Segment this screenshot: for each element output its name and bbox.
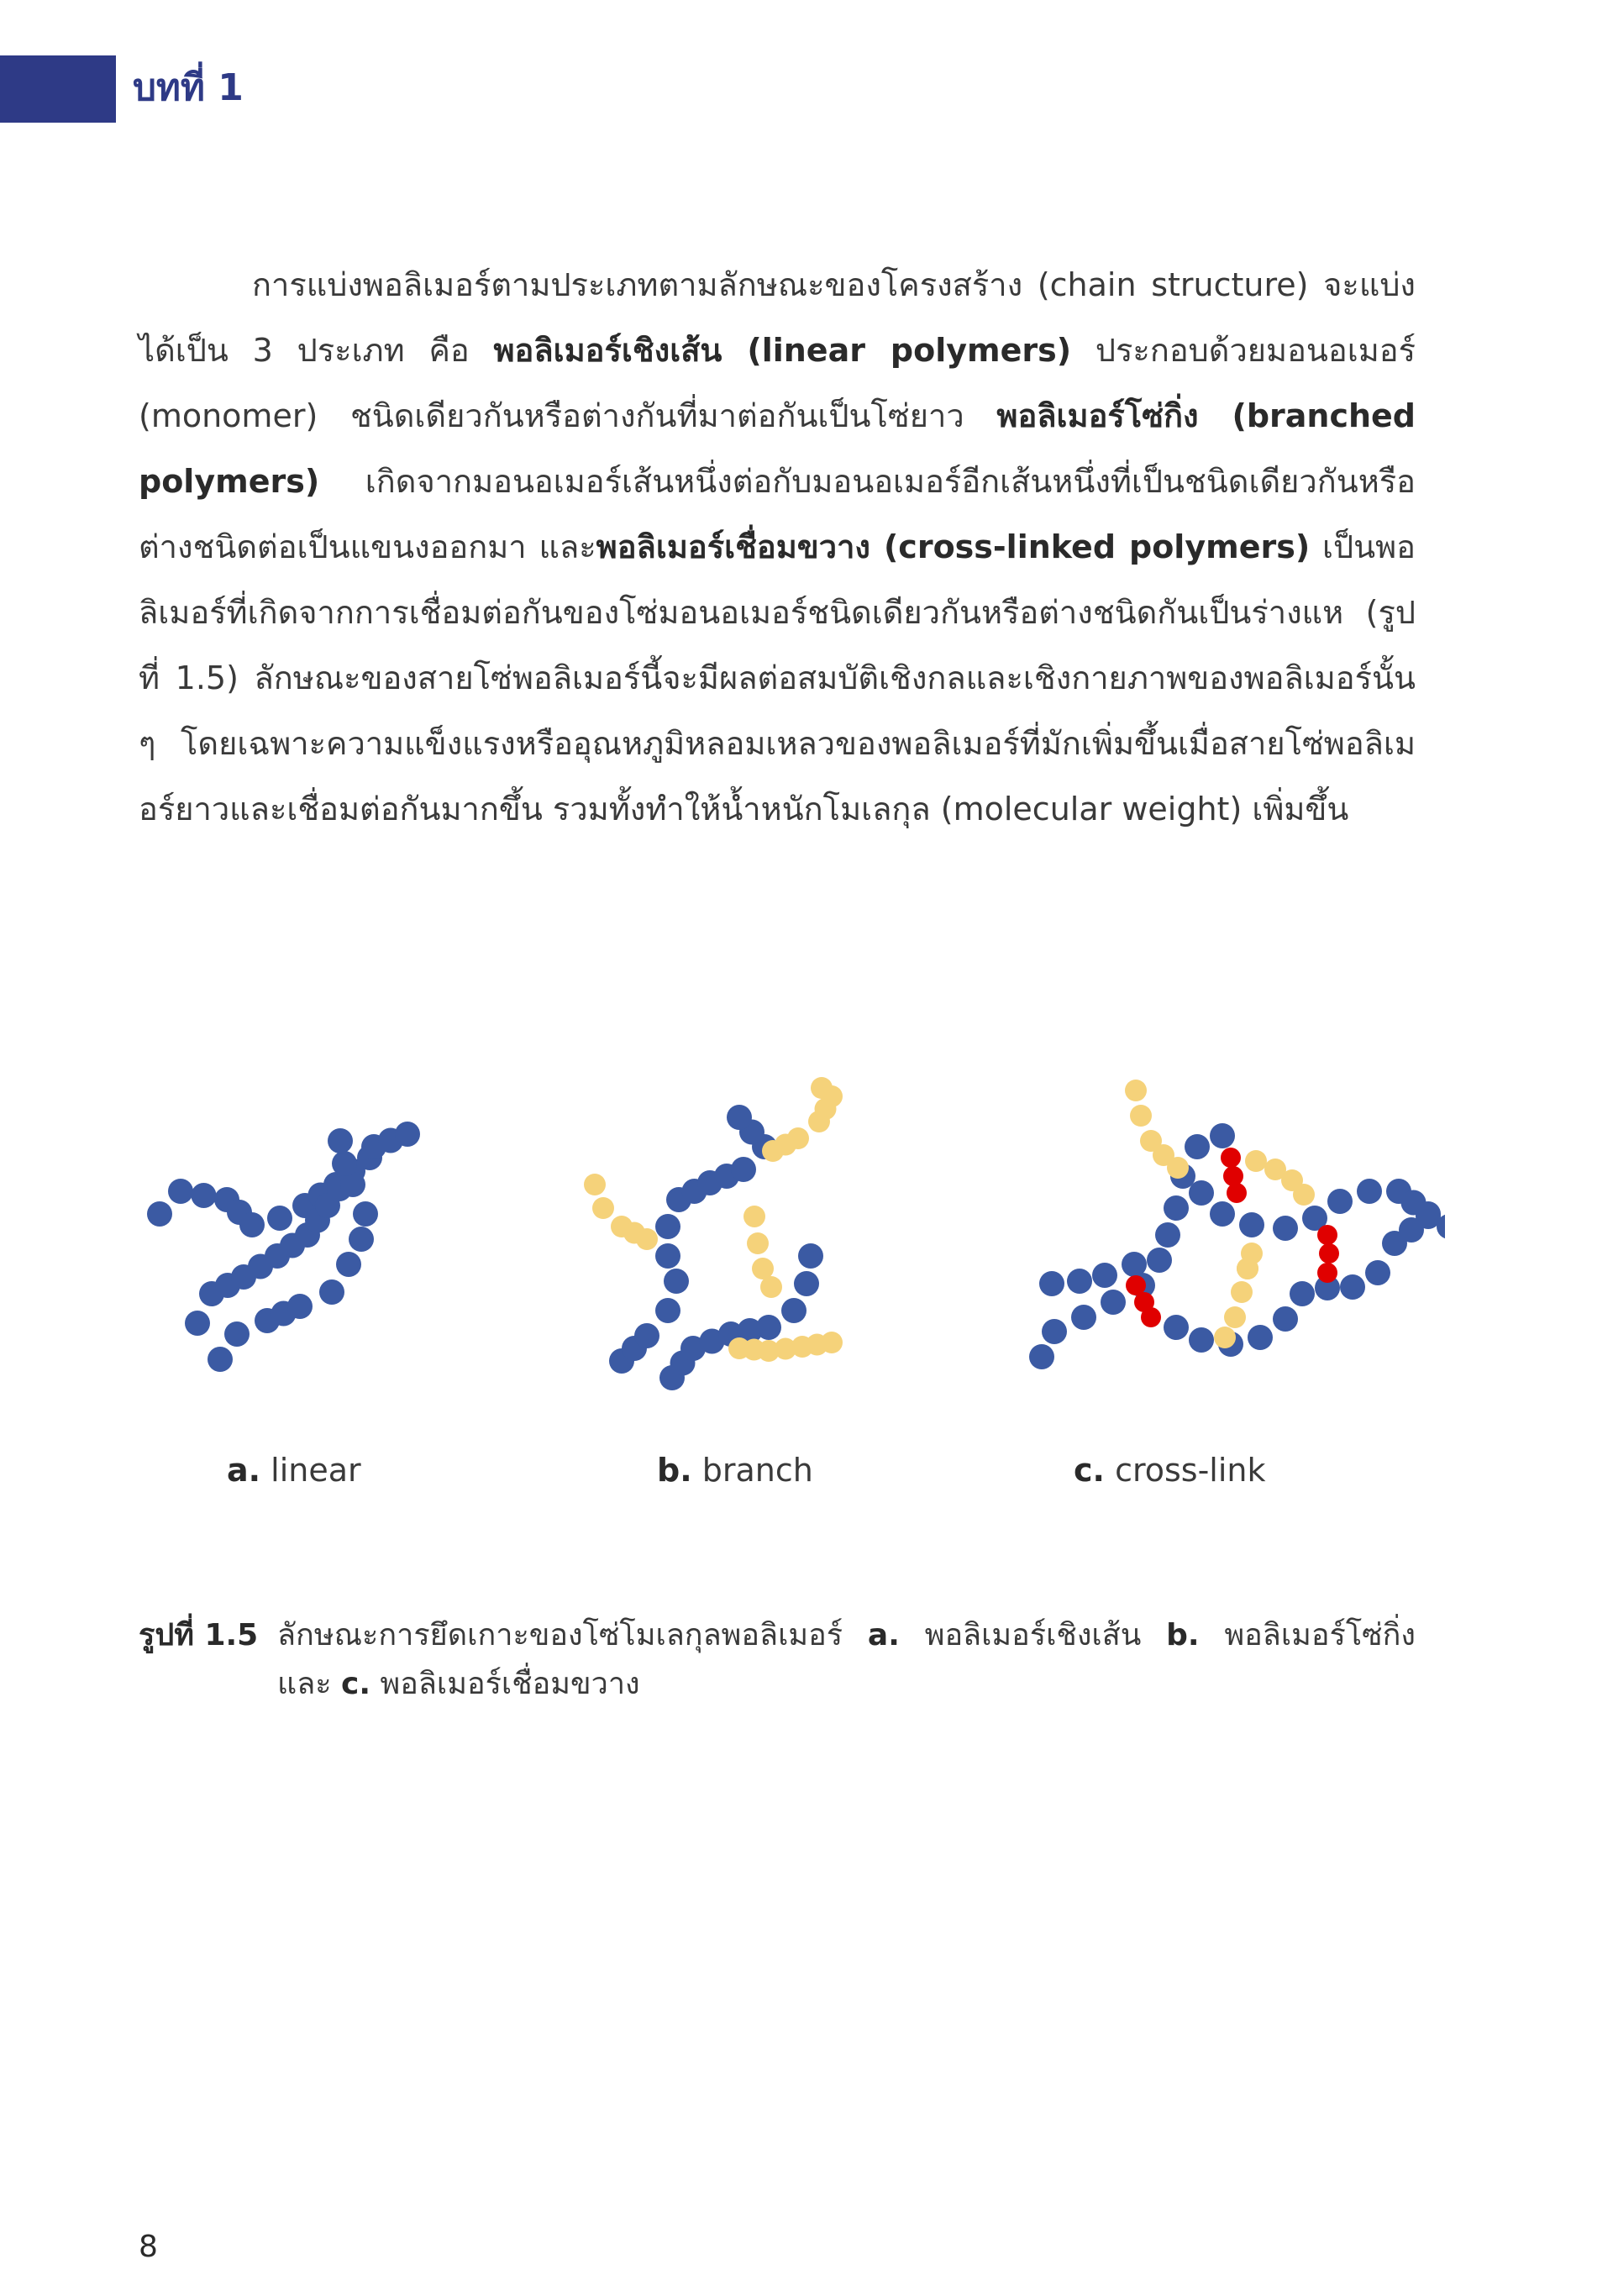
- polymer-illustration: [118, 1067, 1445, 1437]
- crosslink-main-bead: [1155, 1222, 1180, 1248]
- bold-linear-polymers: พอลิเมอร์เชิงเส้น (linear polymers): [493, 332, 1072, 369]
- branch-main-bead: [798, 1243, 823, 1269]
- crosslink-main-bead: [1327, 1189, 1353, 1214]
- linear-chain-bead: [239, 1212, 265, 1237]
- linear-polymer-illustration: [147, 1122, 420, 1372]
- crosslink-bridge-bead: [1317, 1263, 1337, 1283]
- crosslink-main-bead: [1164, 1315, 1189, 1340]
- text-run-2: ประกอบด้วยมอนอเมอร์ (monomer) ชนิดเดียวกันหรือต่างกันที่มาต่อกันเป็นโซ่ยาว: [139, 332, 1416, 434]
- panel-label-b: [657, 1447, 813, 1494]
- linear-chain-bead: [168, 1179, 193, 1204]
- linear-chain-bead: [185, 1311, 210, 1336]
- linear-chain-bead: [319, 1279, 344, 1305]
- crosslink-main-bead: [1273, 1216, 1298, 1241]
- linear-chain-bead: [224, 1321, 250, 1347]
- branch-main-bead: [781, 1298, 806, 1323]
- crosslink-branch-bead: [1125, 1080, 1147, 1101]
- crosslink-main-bead: [1416, 1201, 1441, 1227]
- crosslink-main-bead: [1122, 1252, 1147, 1277]
- branch-main-bead: [756, 1315, 781, 1340]
- linear-chain-bead: [267, 1206, 292, 1231]
- chapter-header-bar: [0, 55, 116, 123]
- panel-label-c: [1074, 1447, 1266, 1494]
- crosslink-branch-bead: [1241, 1243, 1263, 1264]
- linear-chain-bead: [349, 1227, 374, 1252]
- text-run-3: เกิดจากมอนอเมอร์เส้นหนึ่งต่อกับมอนอเมอร์อีกเส้นหนึ่งที่เป็นชนิดเดียวกันหรือต่างชนิดต่อเป็นแขนงออกมา และ: [139, 463, 1416, 565]
- linear-chain-bead: [328, 1128, 353, 1153]
- branch-side-bead: [787, 1127, 809, 1149]
- text-run-1: การแบ่งพอลิเมอร์ตามประเภทตามลักษณะของโครงสร้าง (chain structure) จะแบ่งได้เป็น 3 ประเภท คือ: [139, 266, 1416, 369]
- panel-text-c: cross-link: [1115, 1452, 1266, 1489]
- caption-run-1: ลักษณะการยึดเกาะของโซ่โมเลกุลพอลิเมอร์: [277, 1618, 868, 1652]
- crosslink-main-bead: [1071, 1305, 1096, 1330]
- body-paragraph: [139, 252, 1416, 842]
- crosslink-main-bead: [1248, 1325, 1273, 1350]
- branch-main-bead: [727, 1105, 752, 1130]
- crosslink-main-bead: [1340, 1274, 1365, 1300]
- crosslink-branch-bead: [1167, 1157, 1189, 1179]
- crosslink-bridge-bead: [1223, 1166, 1243, 1186]
- crosslink-bridge-bead: [1141, 1307, 1161, 1327]
- linear-chain-bead: [208, 1347, 233, 1372]
- crosslink-main-bead: [1185, 1134, 1210, 1159]
- page-number: 8: [139, 2230, 158, 2264]
- caption-run-4: พอลิเมอร์เชื่อมขวาง: [370, 1667, 640, 1701]
- linear-chain-bead: [332, 1151, 357, 1176]
- text-run-4: เป็นพอลิเมอร์ที่เกิดจากการเชื่อมต่อกันของโซ่มอนอเมอร์ชนิดเดียวกันหรือต่างชนิดกันเป็นร่างแห (รูปที่ 1.5) ลักษณะของสายโซ่พอลิเมอร์นี้จะมีผลต่อสมบัติเชิงกลและเชิงกายภาพของพอลิเมอร์นั้น ๆ โดยเฉพาะความแข็งแรงหรืออุณหภูมิหลอมเหลวของพอลิเมอร์ที่มักเพิ่มขึ้นเมื่อสายโซ่พอลิเมอร์ยาวและเชื่อมต่อกันมากขึ้น รวมทั้งทำให้น้ำหนักโมเลกุล (molecular weight) เพิ่มขึ้น: [139, 528, 1416, 828]
- branch-polymer-illustration: [584, 1077, 843, 1390]
- linear-chain-bead: [192, 1183, 217, 1208]
- linear-chain-bead: [287, 1294, 313, 1319]
- branch-side-bead: [747, 1232, 769, 1254]
- caption-letter-a: a.: [867, 1618, 900, 1652]
- branch-side-bead: [743, 1206, 765, 1227]
- panel-text-b: branch: [701, 1452, 813, 1489]
- branch-main-bead: [731, 1157, 756, 1182]
- bold-crosslinked-polymers: พอลิเมอร์เชื่อมขวาง (cross-linked polymers): [596, 528, 1311, 565]
- branch-main-bead: [664, 1269, 689, 1294]
- caption-text: [277, 1611, 1416, 1709]
- branch-side-bead: [760, 1276, 782, 1298]
- branch-side-bead: [821, 1332, 843, 1353]
- crosslink-main-bead: [1210, 1201, 1235, 1227]
- crosslink-main-bead: [1147, 1248, 1172, 1273]
- crosslink-main-bead: [1164, 1195, 1189, 1221]
- branch-side-bead: [636, 1228, 658, 1250]
- crosslink-main-bead: [1273, 1306, 1298, 1332]
- linear-chain-bead: [353, 1201, 378, 1227]
- crosslink-bridge-bead: [1221, 1148, 1241, 1168]
- crosslink-branch-bead: [1224, 1306, 1246, 1328]
- crosslink-main-bead: [1189, 1327, 1214, 1353]
- crosslink-polymer-illustration: [1029, 1080, 1445, 1369]
- crosslink-bridge-bead: [1317, 1225, 1337, 1245]
- crosslink-bridge-bead: [1227, 1183, 1247, 1203]
- crosslink-main-bead: [1365, 1260, 1390, 1285]
- caption-letter-b: b.: [1166, 1618, 1200, 1652]
- branch-main-bead: [655, 1298, 680, 1323]
- branch-side-bead: [592, 1197, 614, 1219]
- linear-chain-bead: [147, 1201, 172, 1227]
- caption-letter-c: c.: [341, 1667, 371, 1701]
- chapter-label: บทที่ 1: [133, 66, 244, 109]
- crosslink-branch-bead: [1214, 1327, 1236, 1348]
- caption-run-3: พอลิเมอร์โซ่กิ่ง และ: [277, 1618, 1416, 1701]
- linear-chain-bead: [336, 1252, 361, 1277]
- crosslink-main-bead: [1067, 1269, 1092, 1294]
- crosslink-main-bead: [1290, 1281, 1315, 1306]
- crosslink-branch-bead: [1231, 1281, 1253, 1303]
- branch-side-bead: [811, 1077, 833, 1099]
- crosslink-branch-bead: [1293, 1184, 1315, 1206]
- crosslink-branch-bead: [1245, 1150, 1267, 1172]
- crosslink-main-bead: [1101, 1290, 1126, 1315]
- branch-main-bead: [655, 1214, 680, 1239]
- crosslink-main-bead: [1042, 1319, 1067, 1344]
- branch-main-bead: [634, 1323, 659, 1348]
- bold-branched-polymers: พอลิเมอร์โซ่กิ่ง (branched polymers): [139, 397, 1416, 500]
- panel-letter-b: b.: [657, 1452, 692, 1489]
- panel-letter-a: a.: [227, 1452, 261, 1489]
- crosslink-main-bead: [1239, 1212, 1264, 1237]
- panel-label-a: [227, 1447, 361, 1494]
- branch-side-bead: [584, 1174, 606, 1195]
- figure-caption: [139, 1611, 1416, 1709]
- crosslink-main-bead: [1029, 1344, 1054, 1369]
- panel-text-a: linear: [271, 1452, 361, 1489]
- crosslink-main-bead: [1092, 1263, 1117, 1288]
- crosslink-main-bead: [1210, 1123, 1235, 1148]
- crosslink-main-bead: [1039, 1271, 1064, 1296]
- caption-run-2: พอลิเมอร์เชิงเส้น: [899, 1618, 1167, 1652]
- linear-chain-bead: [395, 1122, 420, 1147]
- polymer-structure-figure: [118, 1067, 1445, 1437]
- crosslink-branch-bead: [1130, 1105, 1152, 1127]
- branch-main-bead: [655, 1243, 680, 1269]
- panel-letter-c: c.: [1074, 1452, 1105, 1489]
- caption-number: รูปที่ 1.5: [139, 1618, 259, 1652]
- crosslink-main-bead: [1357, 1179, 1382, 1204]
- crosslink-bridge-bead: [1319, 1243, 1339, 1264]
- crosslink-main-bead: [1189, 1180, 1214, 1206]
- branch-main-bead: [794, 1271, 819, 1296]
